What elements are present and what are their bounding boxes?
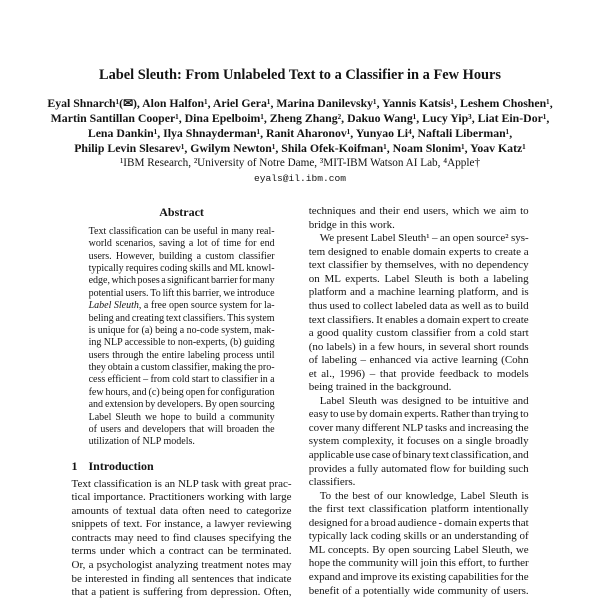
body-line: ML concepts. By open sourcing Label Sleuth, we xyxy=(308,543,529,556)
body-line: designed for a broad audience - domain experts that xyxy=(308,516,529,529)
section-heading xyxy=(72,459,154,473)
abstract-line: typically requires coding skills and ML knowl- xyxy=(88,262,275,274)
body-line: a good quality custom classifier from a cold start xyxy=(308,327,529,340)
abstract-line: cess efficient – from cold start to classifier in a xyxy=(88,374,275,386)
paper-title: Label Sleuth: From Unlabeled Text to a Classifier in a Few Hours xyxy=(98,67,502,83)
body-line: cover many different NLP tasks and increasing the xyxy=(308,421,529,434)
body-line: benefit of a potentially wide community of users. xyxy=(308,584,529,597)
system-name: Label Sleuth xyxy=(88,300,139,312)
body-line: platform and a machine learning platform, and is xyxy=(308,286,529,299)
body-line: tem designed to enable domain experts to create a xyxy=(308,245,529,258)
intro-line: Or, a psychologist analyzing treatment notes may xyxy=(71,558,292,571)
paragraph-first-line: Label Sleuth was designed to be intuitive and xyxy=(319,394,529,407)
abstract-line: ing NLP accessible to non-experts, (b) guiding xyxy=(88,337,275,349)
section-title: Introduction xyxy=(88,459,154,473)
abstract xyxy=(89,226,275,449)
abstract-line: world scenarios, saving a lot of time for end xyxy=(88,238,275,250)
abstract-line-text: , a free open source system for la- xyxy=(138,300,275,312)
affiliations: ¹IBM Research, ²University of Notre Dame, ³MIT-IBM Watson AI Lab, ⁴Apple† xyxy=(119,156,481,169)
intro-line: terms under which a contract can be terminated. xyxy=(71,545,292,558)
abstract-line xyxy=(89,300,275,312)
body-line: of labeling – enhanced via active learning (Cohn xyxy=(308,354,529,367)
intro-line: tical importance. Practitioners working with large xyxy=(71,491,292,504)
abstract-line: potential users. To lift this barrier, we introduce xyxy=(88,287,275,299)
body-line: text classifiers. It enables a domain expert to create xyxy=(308,313,529,326)
body-line: hope the community will join this effort, to further xyxy=(308,557,529,570)
body-line: thus used to collect labeled data as well as to build xyxy=(308,300,529,313)
intro-line: be interested in finding all sentences that indicate xyxy=(71,572,292,585)
body-line: easy to use by domain experts. Rather than trying to xyxy=(308,408,529,421)
abstract-line: and extension by developers. By open sourcing xyxy=(88,399,275,411)
body-line: techniques and their end users, which we aim to xyxy=(308,205,529,218)
author-line: Martin Santillan Cooper¹, Dina Epelboim¹, Zheng Zhang², Dakuo Wang¹, Lucy Yip³, Liat Ein-Dor¹, xyxy=(50,110,550,125)
right-column xyxy=(309,205,529,598)
abstract-line: Label Sleuth we hope to build a community xyxy=(88,411,275,423)
body-line: (no labels) in a few hours, in several short rounds xyxy=(308,340,529,353)
author-line: Philip Levin Slesarev¹, Gwilym Newton¹, Shila Ofek-Koifman¹, Noam Slonim¹, Yoav Katz¹ xyxy=(74,140,526,155)
body-line: the first text classification platform intentionally xyxy=(308,503,529,516)
abstract-line: they obtain a custom classifier, making the pro- xyxy=(88,362,275,374)
paragraph-first-line: To the best of our knowledge, Label Sleuth is xyxy=(319,489,529,502)
paragraph-first-line: We present Label Sleuth¹ – an open source² sys- xyxy=(319,232,529,245)
contact-email: eyals@il.ibm.com xyxy=(253,172,347,184)
body-line: provides a fully automated flow for building such xyxy=(308,462,529,475)
author-list xyxy=(0,96,600,156)
body-line: et al., 1996) – that provide feedback to models xyxy=(308,367,529,380)
abstract-line: users. However, building a custom classifier xyxy=(88,250,275,262)
abstract-heading: Abstract xyxy=(159,205,204,219)
abstract-line: Text classification can be useful in many real- xyxy=(88,225,275,237)
body-line: bridge in this work. xyxy=(308,218,395,231)
abstract-line: users through the entire labeling process until xyxy=(88,349,275,361)
intro-line: snippets of text. For instance, a lawyer reviewing xyxy=(71,518,292,531)
body-line: on ML experts. Label Sleuth is both a labeling xyxy=(308,272,529,285)
body-line: text classifier by themselves, with no dependency xyxy=(308,259,529,272)
intro-line: that a patient is suffering from depression. Often, xyxy=(71,586,292,599)
abstract-line: beling and creating text classifiers. This system xyxy=(88,312,275,324)
body-line: expand and improve its existing capabilities for the xyxy=(308,570,529,583)
section-number: 1 xyxy=(71,459,78,473)
body-line: system complexity, it focuses on a single broadly xyxy=(308,435,529,448)
body-line: applicable use case of binary text classification, and xyxy=(308,449,529,462)
intro-line: contracts may need to find clauses specifying the xyxy=(71,531,292,544)
body-line: typically lack coding skills or an understanding of xyxy=(308,530,529,543)
intro-line: amounts of textual data often need to categorize xyxy=(71,504,292,517)
intro-line: Text classification is an NLP task with great prac- xyxy=(71,477,292,490)
abstract-line: few hours, and (c) being open for configuration xyxy=(88,386,275,398)
author-line: Eyal Shnarch¹(✉), Alon Halfon¹, Ariel Gera¹, Marina Danilevsky¹, Yannis Katsis¹, Leshem Choshen¹, xyxy=(47,95,553,110)
abstract-line: of users and developers that will broaden the xyxy=(88,424,275,436)
body-line: being trained in the background. xyxy=(308,381,452,394)
introduction-section xyxy=(72,478,292,600)
abstract-line: utilization of NLP models. xyxy=(88,436,195,448)
abstract-line: is unique for (a) being a no-code system, mak- xyxy=(88,324,275,336)
abstract-line: edge, which poses a significant barrier for many xyxy=(88,275,275,287)
body-line: classifiers. xyxy=(308,476,356,489)
author-line: Lena Dankin¹, Ilya Shnayderman¹, Ranit Aharonov¹, Yunyao Li⁴, Naftali Liberman¹, xyxy=(87,125,513,140)
